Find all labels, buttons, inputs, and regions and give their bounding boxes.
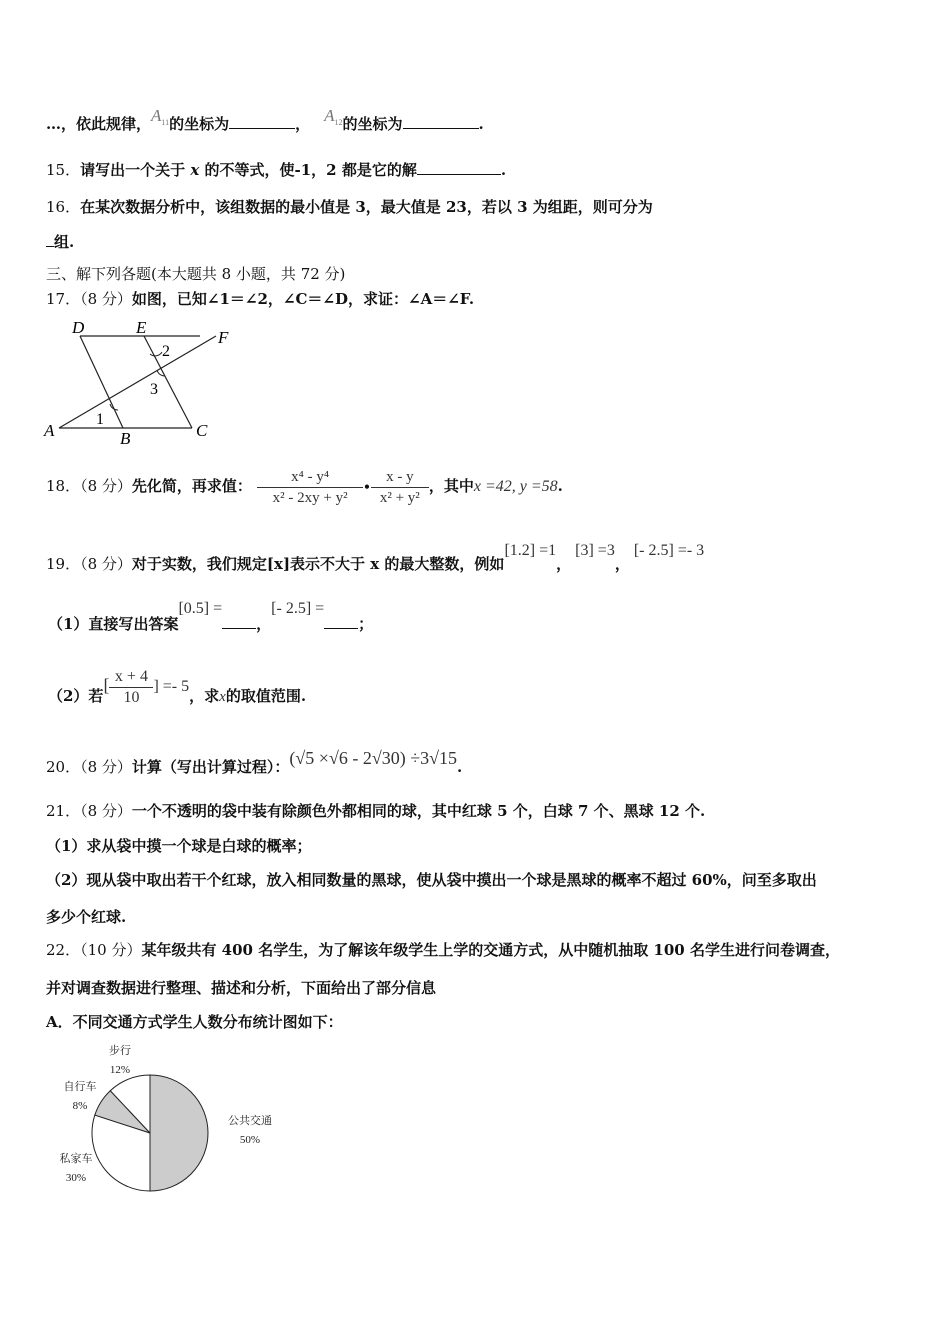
answer-blank-a11[interactable] xyxy=(229,114,295,129)
q15-number: 15． xyxy=(46,161,81,179)
q21-number: 21．（8 分） xyxy=(46,802,132,820)
label-F: F xyxy=(218,328,229,347)
q20-expression: (√5 ×√6 - 2√30) ÷3√15 xyxy=(289,748,457,768)
q19-number: 19．（8 分） xyxy=(46,555,132,573)
q20-text: 计算（写出计算过程）： xyxy=(131,758,290,776)
q21-text: 一个不透明的袋中装有除颜色外都相同的球，其中红球 5 个，白球 7 个、黑球 12 个. xyxy=(131,802,706,820)
label-bicycle-percent: 8% xyxy=(72,1100,88,1112)
q18-multiply-dot: • xyxy=(363,480,371,494)
q15-end: . xyxy=(500,161,507,179)
q19-p1-end: ； xyxy=(358,615,374,633)
q14-end: 的坐标为 xyxy=(342,115,403,133)
q19-p2-rhs: ] =- 5 xyxy=(153,678,190,695)
answer-blank-q15[interactable] xyxy=(417,160,501,175)
label-public-transport: 公共交通 xyxy=(228,1115,272,1127)
question-19-part-2: （2）若[ $\frac{x + 4}{10}$ ] =- 5，求x的取值范围. xyxy=(48,667,307,706)
q18-where: ，其中 xyxy=(428,477,474,495)
q19-p1-label: （1）直接写出答案 xyxy=(48,615,179,633)
question-22 xyxy=(46,940,840,960)
q18-f2-denominator: x² + y² xyxy=(379,489,420,506)
q18-values: x =42, y =58 xyxy=(473,478,558,495)
answer-blank-q19-2[interactable] xyxy=(324,614,358,629)
q18-f1-numerator: x⁴ - y⁴ xyxy=(257,467,363,488)
question-20 xyxy=(46,744,462,780)
label-D: D xyxy=(72,318,85,337)
q20-end: . xyxy=(456,758,463,776)
q19-example-3: [- 2.5] =- 3 xyxy=(633,542,705,559)
q18-f2-numerator: x - y xyxy=(371,467,429,488)
q16-number: 16． xyxy=(46,198,81,216)
q19-comma-1: ， xyxy=(556,555,572,573)
q19-example-2: [3] =3 xyxy=(575,542,615,559)
q19-p2-label: （2）若 xyxy=(48,687,104,705)
q19-p2-var: x xyxy=(219,689,226,705)
question-16-line2 xyxy=(46,232,74,252)
q22-part-a-label: A．不同交通方式学生人数分布统计图如下： xyxy=(46,1013,343,1031)
segment-AF xyxy=(59,336,216,428)
q14-period: . xyxy=(478,115,484,133)
q19-text: 对于实数，我们规定[x]表示不大于 x 的最大整数，例如 xyxy=(131,555,505,573)
label-angle-3: 3 xyxy=(150,381,158,398)
pie-slice-0 xyxy=(150,1075,208,1191)
q19-example-1: [1.2] =1 xyxy=(504,542,557,559)
label-A: A xyxy=(44,421,55,440)
q15-text-b: 的不等式，使-1，2 都是它的解 xyxy=(199,161,417,179)
a11-symbol: A xyxy=(151,106,162,125)
q21-part-1: （1）求从袋中摸一个球是白球的概率； xyxy=(46,837,312,855)
q21-part-2: （2）现从袋中取出若干个红球，放入相同数量的黑球，使从袋中摸出一个球是黑球的概率不超过 60%，问至多取出 xyxy=(46,871,817,889)
question-19-part-1 xyxy=(48,598,373,638)
q19-p1-comma: ， xyxy=(256,615,272,633)
q21-part-2-line2: 多少个红球. xyxy=(46,908,127,926)
label-walking: 步行 xyxy=(109,1045,131,1057)
answer-blank-q19-1[interactable] xyxy=(222,614,256,629)
label-angle-2: 2 xyxy=(162,343,170,360)
transport-pie-chart xyxy=(40,1038,300,1208)
q18-text: 先化简，再求值： xyxy=(131,477,252,495)
q22-text: 某年级共有 400 名学生，为了解该年级学生上学的交通方式，从中随机抽取 100 名学生进行问卷调查， xyxy=(141,941,840,959)
q16-text: 在某次数据分析中，该组数据的最小值是 3，最大值是 23，若以 3 为组距，则可分为 xyxy=(80,198,653,216)
label-public-transport-percent: 50% xyxy=(239,1134,261,1146)
answer-blank-q16[interactable] xyxy=(46,232,54,247)
q14-sep: ， xyxy=(295,115,311,133)
q15-text-a: 请写出一个关于 xyxy=(80,161,191,179)
q19-comma-2: ， xyxy=(614,555,630,573)
q19-p2-denominator: 10 xyxy=(123,688,140,706)
q18-fraction-2 xyxy=(371,467,429,508)
q18-end: . xyxy=(557,477,563,495)
question-17 xyxy=(46,289,474,309)
label-E: E xyxy=(136,318,147,337)
label-bicycle: 自行车 xyxy=(63,1081,97,1093)
label-angle-1: 1 xyxy=(96,411,104,428)
q19-p2-fraction xyxy=(109,667,153,708)
q15-var: x xyxy=(190,161,200,179)
question-19 xyxy=(46,540,704,580)
q19-p1-expr-1: [0.5] = xyxy=(178,600,223,617)
q19-p2-text: ，求 xyxy=(189,687,220,705)
q14-mid: 的坐标为 xyxy=(169,115,230,133)
q22-number: 22．（10 分） xyxy=(46,941,142,959)
q17-geometry-figure xyxy=(40,316,240,448)
label-private-car-percent: 30% xyxy=(65,1172,87,1184)
angle-2-arc xyxy=(150,352,162,356)
q17-text: 如图，已知∠1＝∠2，∠C＝∠D，求证：∠A＝∠F. xyxy=(131,290,475,308)
label-C: C xyxy=(196,421,208,440)
label-B: B xyxy=(120,429,131,448)
angle-1-arc xyxy=(110,404,118,410)
question-21 xyxy=(46,801,705,821)
answer-blank-a12[interactable] xyxy=(403,114,479,129)
question-15 xyxy=(46,160,506,180)
q16-text2: 组. xyxy=(54,233,75,251)
q22-line2: 并对调查数据进行整理、描述和分析，下面给出了部分信息 xyxy=(46,979,437,997)
q18-number: 18．（8 分） xyxy=(46,477,132,495)
q18-f1-denominator: x² - 2xy + y² xyxy=(272,489,348,506)
q19-p2-numerator: x + 4 xyxy=(109,667,153,688)
a12-symbol: A xyxy=(324,106,335,125)
q14-line xyxy=(46,106,484,137)
q19-p2-end: 的取值范围. xyxy=(225,687,307,705)
label-private-car: 私家车 xyxy=(59,1153,93,1165)
question-18 xyxy=(46,458,563,514)
q17-number: 17．（8 分） xyxy=(46,290,132,308)
a12-subscript: 12 xyxy=(334,118,343,127)
q19-p1-expr-2: [- 2.5] = xyxy=(271,600,325,617)
section-3-title: 三、解下列各题(本大题共 8 小题，共 72 分) xyxy=(46,265,346,283)
a11-subscript: 11 xyxy=(161,118,170,127)
q20-number: 20．（8 分） xyxy=(46,758,132,776)
label-walking-percent: 12% xyxy=(109,1064,131,1076)
q14-prefix: …，依此规律， xyxy=(46,115,152,133)
q18-fraction-1 xyxy=(257,467,363,508)
question-16 xyxy=(46,197,653,217)
